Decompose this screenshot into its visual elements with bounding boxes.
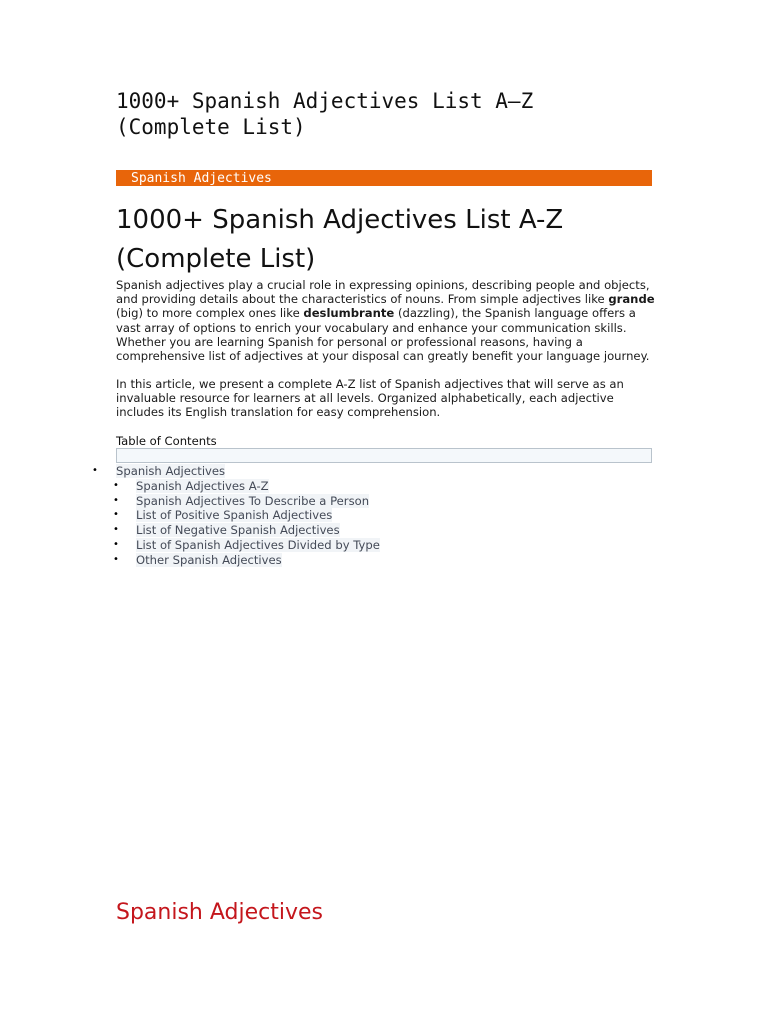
category-label[interactable]: Spanish Adjectives <box>116 170 652 186</box>
bullet-icon: • <box>113 479 119 491</box>
toc-subitem <box>0 523 380 538</box>
table-of-contents <box>0 464 380 568</box>
bullet-icon: • <box>113 524 119 536</box>
bullet-icon: • <box>113 553 119 565</box>
toc-link-negative[interactable]: List of Negative Spanish Adjectives <box>136 523 340 538</box>
toc-link-spanish-adjectives[interactable]: Spanish Adjectives <box>116 464 226 478</box>
article-heading: 1000+ Spanish Adjectives List A-Z (Complete List) <box>116 205 564 274</box>
article-paragraph: In this article, we present a complete A-Z list of Spanish adjectives that will serve as an invaluable resource for learners at all levels. Organized alphabetically, each adjective includes its English translation for easy comprehension. <box>116 377 624 420</box>
toc-subitem <box>0 494 380 509</box>
bullet-icon: • <box>113 494 119 506</box>
toc-link-by-type[interactable]: List of Spanish Adjectives Divided by Type <box>136 537 380 552</box>
intro-text: (dazzling), the Spanish language offers a vast array of options to enrich your vocabulary and enhance your communication skills. Whether you are learning Spanish for personal or professional reasons, having a comprehensive list of adjectives at your disposal can greatly benefit your language journey. <box>116 306 650 364</box>
intro-paragraph <box>116 278 656 363</box>
toc-title: Table of Contents <box>116 434 217 448</box>
toc-subitem <box>0 479 380 494</box>
page-title: 1000+ Spanish Adjectives List A–Z (Complete List) <box>116 89 534 139</box>
example-term: grande <box>608 292 655 307</box>
bullet-icon: • <box>113 509 119 521</box>
intro-text: Spanish adjectives play a crucial role in expressing opinions, describing people and objects, and providing details about the characteristics of nouns. From simple adjectives like <box>116 278 650 307</box>
toc-toggle-box[interactable] <box>116 448 652 463</box>
bullet-icon: • <box>113 538 119 550</box>
toc-link-a-z[interactable]: Spanish Adjectives A-Z <box>136 478 269 493</box>
toc-link-other[interactable]: Other Spanish Adjectives <box>136 552 282 567</box>
section-heading: Spanish Adjectives <box>116 900 323 925</box>
bullet-icon: • <box>92 465 98 476</box>
example-term: deslumbrante <box>303 306 395 321</box>
toc-subitem <box>0 508 380 523</box>
toc-link-positive[interactable]: List of Positive Spanish Adjectives <box>136 508 333 523</box>
intro-text: (big) to more complex ones like <box>116 306 304 321</box>
toc-link-describe-person[interactable]: Spanish Adjectives To Describe a Person <box>136 493 370 508</box>
toc-subitem <box>0 553 380 568</box>
toc-subitem <box>0 538 380 553</box>
toc-item <box>0 464 380 479</box>
